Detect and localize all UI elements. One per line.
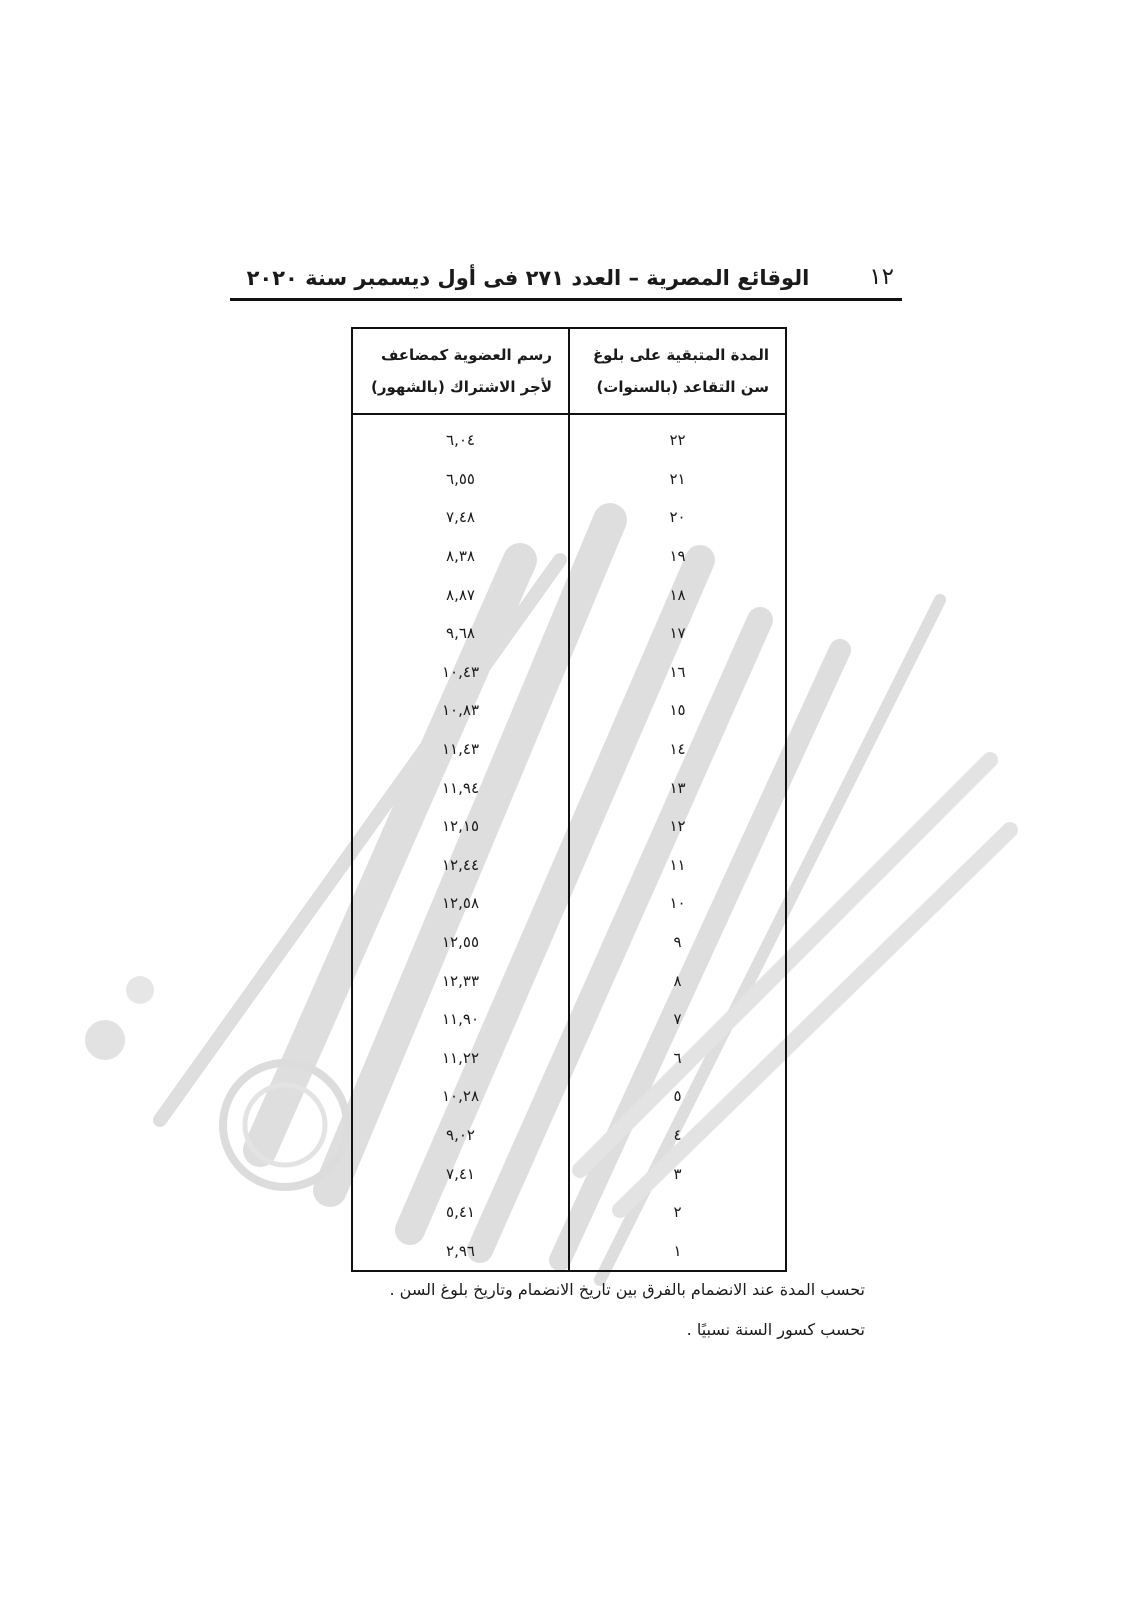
cell-years: ١٣ [569,768,786,807]
cell-fee: ٦,٠٤ [446,431,475,450]
header-fee-line-1: رسم العضوية كمضاعف [380,346,552,364]
table-row [352,1077,786,1116]
table-row [352,1193,786,1232]
table-row [352,614,786,653]
cell-fee: ٢,٩٦ [446,1241,475,1260]
watermark-seal [223,1063,347,1187]
cell-years: ١٤ [569,730,786,769]
cell-years: ٢٠ [569,498,786,537]
cell-years: ٥ [569,1077,786,1116]
cell-fee: ١١,٢٢ [442,1048,479,1067]
cell-years: ١٨ [569,575,786,614]
cell-fee: ٨,٣٨ [446,547,475,566]
cell-fee: ١٠,٢٨ [442,1087,479,1106]
cell-fee: ١٢,٥٥ [442,933,479,952]
cell-years: ٨ [569,961,786,1000]
table-row [352,730,786,769]
table-row [352,961,786,1000]
table-row [352,768,786,807]
cell-years: ٣ [569,1154,786,1193]
cell-years: ٢ [569,1193,786,1232]
table-row [352,691,786,730]
cell-fee: ٧,٤٨ [446,508,475,527]
cell-years: ٢١ [569,460,786,499]
cell-years: ٩ [569,923,786,962]
footnote-2: تحسب كسور السنة نسبيًا . [686,1320,865,1339]
publication-title: الوقائع المصرية – العدد ٢٧١ فى أول ديسمبر سنة ٢٠٢٠ [246,266,810,290]
membership-fee-table [351,327,787,1272]
cell-years: ١١ [569,846,786,885]
header-years-remaining [569,328,786,414]
footnote-1: تحسب المدة عند الانضمام بالفرق بين تاريخ الانضمام وتاريخ بلوغ السن . [389,1280,865,1299]
cell-years: ١٠ [569,884,786,923]
cell-years: ١٩ [569,537,786,576]
cell-years: ٢٢ [569,414,786,460]
table-row [352,498,786,537]
table-row [352,884,786,923]
cell-fee: ٩,٦٨ [446,624,475,643]
table-row [352,653,786,692]
cell-fee: ١٠,٤٣ [442,662,479,681]
cell-years: ٧ [569,1000,786,1039]
page-header [230,258,902,301]
table-row [352,1231,786,1271]
cell-fee: ١٠,٨٣ [442,701,479,720]
table-row [352,537,786,576]
cell-fee: ٧,٤١ [446,1164,475,1183]
header-fee-line-2: لأجر الاشتراك (بالشهور) [371,378,552,396]
table-row [352,460,786,499]
cell-fee: ١٢,٥٨ [442,894,479,913]
cell-fee: ١٢,٣٣ [442,971,479,990]
table-row [352,1000,786,1039]
table-row [352,846,786,885]
cell-years: ٦ [569,1039,786,1078]
cell-fee: ١١,٩٠ [442,1010,479,1029]
header-membership-fee [352,328,569,414]
table-row [352,923,786,962]
table-row [352,575,786,614]
cell-fee: ٩,٠٢ [446,1125,475,1144]
table-header-row [352,328,786,414]
cell-fee: ١٢,٤٤ [442,855,479,874]
cell-fee: ٦,٥٥ [446,469,475,488]
cell-fee: ١١,٤٣ [442,740,479,759]
cell-fee: ١١,٩٤ [442,778,479,797]
cell-years: ١٦ [569,653,786,692]
header-years-line-2: سن التقاعد (بالسنوات) [596,378,769,396]
table-row [352,1154,786,1193]
cell-fee: ٥,٤١ [446,1203,475,1222]
table-row [352,414,786,460]
cell-years: ١ [569,1231,786,1271]
table-row [352,1116,786,1155]
cell-years: ٤ [569,1116,786,1155]
table-row [352,1039,786,1078]
header-years-line-1: المدة المتبقية على بلوغ [592,346,769,364]
cell-years: ١٧ [569,614,786,653]
cell-fee: ٨,٨٧ [446,585,475,604]
cell-years: ١٢ [569,807,786,846]
cell-years: ١٥ [569,691,786,730]
table-row [352,807,786,846]
page-number: ١٢ [869,264,894,290]
cell-fee: ١٢,١٥ [442,817,479,836]
